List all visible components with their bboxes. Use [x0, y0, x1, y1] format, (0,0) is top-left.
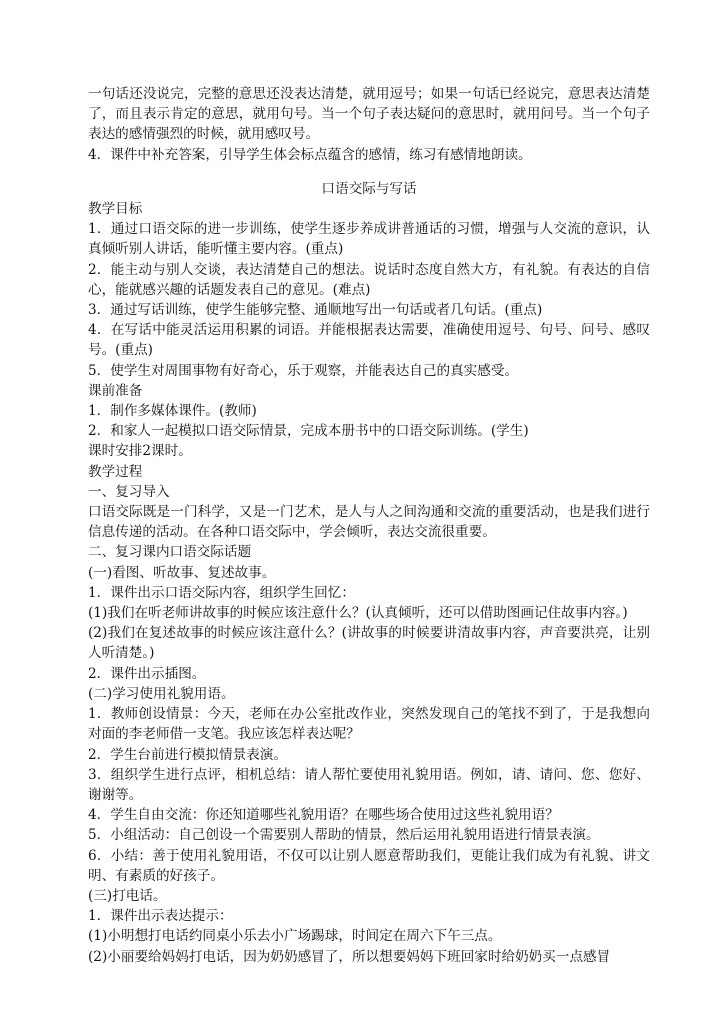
topic-2-step-2: 2．学生台前进行模拟情景表演。 — [88, 746, 287, 763]
topic-2-step-3: 3．组织学生进行点评，相机总结：请人帮忙要使用礼貌用语。例如，请、请问、您、您好、谢谢等。 — [88, 766, 650, 803]
topic-3-prompt-1: (1)小明想打电话约同桌小乐去小广场踢球，时间定在周六下午三点。 — [88, 928, 502, 945]
topic-2-step-1: 1．教师创设情景：今天，老师在办公室批改作业，突然发现自己的笔找不到了，于是我想向对面的李老师借一支笔。我应该怎样表达呢？ — [88, 706, 650, 743]
goal-4: 4．在写话中能灵活运用积累的词语。并能根据表达需要，准确使用逗号、句号、问号、感叹号。(重点) — [88, 322, 650, 359]
intro-paragraph: 口语交际既是一门科学，又是一门艺术，是人与人之间沟通和交流的重要活动，也是我们进行信息传递的活动。在各种口语交际中，学会倾听，表达交流很重要。 — [88, 504, 650, 541]
goal-3: 3．通过写话训练，使学生能够完整、通顺地写出一句话或者几句话。(重点) — [88, 302, 543, 319]
document-page — [88, 84, 650, 967]
topic-1-question-1: (1)我们在听老师讲故事的时候应该注意什么？(认真倾听，还可以借助图画记住故事内容。) — [88, 605, 628, 622]
step-4-supplement-answers: 4．课件中补充答案，引导学生体会标点蕴含的感情，练习有感情地朗读。 — [88, 146, 532, 163]
topic-3-heading: (三)打电话。 — [88, 887, 167, 904]
preparation-1: 1．制作多媒体课件。(教师) — [88, 403, 257, 420]
topic-1-question-2: (2)我们在复述故事的时候应该注意什么？(讲故事的时候要讲清故事内容，声音要洪亮，让别人听清楚。) — [88, 625, 650, 662]
subheading-teaching-process: 教学过程 — [88, 463, 143, 480]
goal-1: 1．通过口语交际的进一步训练，使学生逐步养成讲普通话的习惯，增强与人交流的意识，认真倾听别人讲话，能听懂主要内容。(重点) — [88, 221, 650, 258]
part-1-heading: 一、复习导入 — [88, 483, 170, 500]
goal-2: 2．能主动与别人交谈，表达清楚自己的想法。说话时态度自然大方，有礼貌。有表达的自信心，能就感兴趣的话题发表自己的意见。(难点) — [88, 261, 650, 298]
subheading-teaching-goals: 教学目标 — [88, 201, 143, 218]
topic-3-prompt-2: (2)小丽要给妈妈打电话，因为奶奶感冒了，所以想要妈妈下班回家时给奶奶买一点感冒 — [88, 948, 611, 965]
topic-2-step-5: 5．小组活动：自己创设一个需要别人帮助的情景，然后运用礼貌用语进行情景表演。 — [88, 827, 600, 844]
topic-3-step-1: 1．课件出示表达提示： — [88, 908, 233, 925]
paragraph-punctuation-rules: 一句话还没说完，完整的意思还没表达清楚，就用逗号；如果一句话已经说完，意思表达清楚了，而且表示肯定的意思，就用句号。当一个句子表达疑问的意思时，就用问号。当一个句子表达的感情强烈的时候，就用感叹号。 — [88, 86, 650, 143]
preparation-2: 2．和家人一起模拟口语交际情景，完成本册书中的口语交际训练。(学生) — [88, 423, 529, 440]
goal-5: 5．使学生对周围事物有好奇心，乐于观察，并能表达自己的真实感受。 — [88, 362, 519, 379]
topic-1-step-1: 1．课件出示口语交际内容，组织学生回忆： — [88, 584, 355, 601]
part-2-heading: 二、复习课内口语交际话题 — [88, 544, 252, 561]
topic-2-step-6: 6．小结：善于使用礼貌用语，不仅可以让别人愿意帮助我们，更能让我们成为有礼貌、讲文明、有素质的好孩子。 — [88, 847, 650, 884]
topic-1-heading: (一)看图、听故事、复述故事。 — [88, 564, 276, 581]
topic-2-step-4: 4．学生自由交流：你还知道哪些礼貌用语？在哪些场合使用过这些礼貌用语？ — [88, 807, 559, 824]
subheading-preparation: 课前准备 — [88, 382, 143, 399]
topic-2-heading: (二)学习使用礼貌用语。 — [88, 685, 235, 702]
schedule-line: 课时安排2课时。 — [88, 443, 192, 460]
topic-1-step-2: 2．课件出示插图。 — [88, 665, 206, 682]
section-heading: 口语交际与写话 — [321, 180, 417, 197]
